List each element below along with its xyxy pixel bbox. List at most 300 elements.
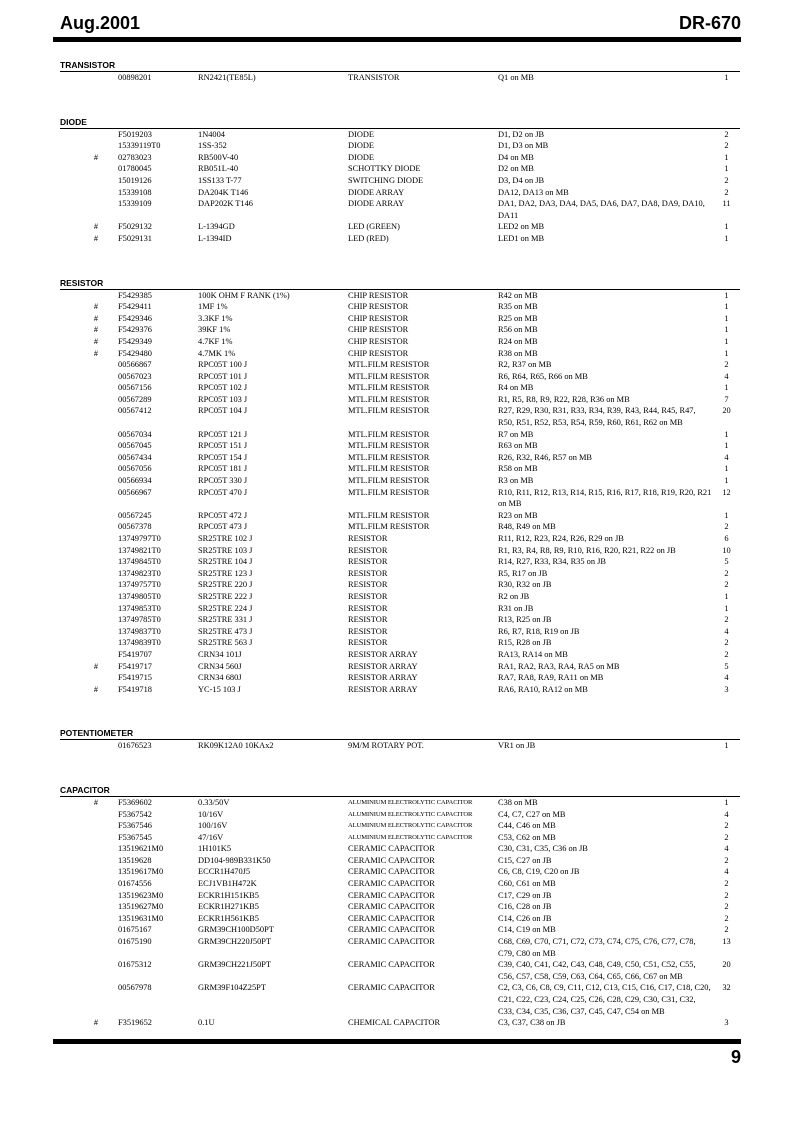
- cell-qty: 1: [724, 325, 729, 335]
- cell-mark: [60, 487, 118, 510]
- section-potentiometer: [60, 695, 740, 752]
- cell-desc: ECKR1H561KB5: [198, 913, 259, 923]
- cell-qty: 4: [724, 626, 729, 636]
- cell-mark: [60, 866, 118, 878]
- cell-desc: RN2421(TE85L): [198, 73, 256, 82]
- part-row: [60, 129, 740, 141]
- cell-part: F5367542: [118, 809, 152, 819]
- cell-desc: GRM39CH221J50PT: [198, 960, 272, 970]
- cell-mark: [60, 809, 118, 821]
- cell-loc: R3 on MB: [498, 476, 534, 486]
- cell-qty: 3: [724, 1018, 729, 1028]
- cell-name: DIODE: [348, 129, 375, 139]
- cell-part: 00567156: [118, 383, 152, 393]
- cell-mark: [60, 545, 118, 557]
- cell-qty: 2: [724, 522, 729, 532]
- cell-name: MTL.FILM RESISTOR: [348, 394, 430, 404]
- cell-desc: SR25TRE 220 J: [198, 580, 253, 590]
- cell-mark: [60, 568, 118, 580]
- cell-qty: 1: [724, 797, 729, 807]
- cell-name: ALUMINIUM ELECTROLYTIC CAPACITOR: [348, 822, 473, 830]
- cell-loc: R23 on MB: [498, 510, 538, 520]
- cell-name: RESISTOR: [348, 545, 388, 555]
- cell-name: CERAMIC CAPACITOR: [348, 937, 435, 947]
- cell-mark: [60, 533, 118, 545]
- cell-qty: 4: [724, 371, 729, 381]
- cell-part: 00898201: [118, 73, 152, 82]
- cell-name: RESISTOR ARRAY: [348, 673, 418, 683]
- cell-loc: D1, D3 on MB: [498, 141, 549, 151]
- cell-loc: R31 on JB: [498, 603, 534, 613]
- cell-name: SCHOTTKY DIODE: [348, 164, 421, 174]
- cell-part: 01674556: [118, 879, 152, 889]
- cell-name: CERAMIC CAPACITOR: [348, 879, 435, 889]
- cell-qty: 2: [724, 615, 729, 625]
- cell-loc: D3, D4 on JB: [498, 175, 545, 185]
- cell-loc: VR1 on JB: [498, 741, 536, 751]
- cell-part: 00567034: [118, 429, 152, 439]
- section-gap: [60, 752, 740, 785]
- cell-loc: C3, C37, C38 on JB: [498, 1018, 566, 1028]
- cell-name: MTL.FILM RESISTOR: [348, 464, 430, 474]
- cell-part: 01675190: [118, 937, 152, 947]
- cell-name: TRANSISTOR: [348, 73, 400, 82]
- cell-mark: [60, 140, 118, 152]
- part-row: [60, 382, 740, 394]
- cell-part: 13749839T0: [118, 638, 161, 648]
- section-title: RESISTOR: [60, 277, 104, 288]
- cell-part: 13749845T0: [118, 557, 161, 567]
- cell-name: DIODE: [348, 141, 375, 151]
- cell-loc: R27, R29, R30, R31, R33, R34, R39, R43, R44, R45, R47, R50, R51, R52, R53, R54, R59, R60, R61, R62 on MB: [498, 406, 696, 428]
- cell-desc: RPC05T 103 J: [198, 394, 248, 404]
- cell-name: 9M/M ROTARY POT.: [348, 741, 424, 751]
- cell-name: RESISTOR ARRAY: [348, 684, 418, 694]
- cell-name: RESISTOR: [348, 557, 388, 567]
- cell-part: 00567289: [118, 394, 152, 404]
- cell-mark: [60, 359, 118, 371]
- cell-name: MTL.FILM RESISTOR: [348, 371, 430, 381]
- cell-qty: 7: [724, 394, 729, 404]
- cell-loc: C53, C62 on MB: [498, 832, 556, 842]
- cell-mark: [60, 440, 118, 452]
- part-row: [60, 521, 740, 533]
- cell-mark: [60, 429, 118, 441]
- cell-loc: R26, R32, R46, R57 on MB: [498, 452, 593, 462]
- cell-part: F5367546: [118, 821, 152, 831]
- cell-qty: 1: [724, 348, 729, 358]
- cell-mark: [60, 129, 118, 141]
- cell-mark: [60, 475, 118, 487]
- cell-mark: #: [93, 302, 99, 312]
- cell-loc: R1, R5, R8, R9, R22, R28, R36 on MB: [498, 394, 630, 404]
- cell-part: 01675312: [118, 960, 152, 970]
- part-row: [60, 463, 740, 475]
- cell-name: CERAMIC CAPACITOR: [348, 867, 435, 877]
- cell-qty: 10: [722, 545, 731, 555]
- part-row: [60, 152, 740, 164]
- cell-qty: 1: [724, 429, 729, 439]
- cell-qty: 1: [724, 510, 729, 520]
- cell-part: F5429385: [118, 290, 152, 300]
- part-row: [60, 348, 740, 360]
- cell-desc: 1N4004: [198, 129, 225, 139]
- part-row: [60, 603, 740, 615]
- part-row: [60, 198, 740, 221]
- cell-name: RESISTOR: [348, 591, 388, 601]
- section-capacitor: [60, 752, 740, 1029]
- part-row: [60, 626, 740, 638]
- cell-qty: 1: [724, 73, 729, 82]
- cell-desc: SR25TRE 563 J: [198, 638, 253, 648]
- cell-loc: R6, R7, R18, R19 on JB: [498, 626, 580, 636]
- cell-desc: 1MF 1%: [198, 302, 228, 312]
- part-row: [60, 429, 740, 441]
- cell-desc: ECCR1H470J5: [198, 867, 251, 877]
- cell-part: 00566967: [118, 487, 152, 497]
- cell-desc: ECJ1VB1H472K: [198, 879, 257, 889]
- part-row: [60, 371, 740, 383]
- cell-qty: 4: [724, 452, 729, 462]
- cell-loc: R2, R37 on MB: [498, 360, 552, 370]
- cell-desc: ECKR1H151KB5: [198, 890, 259, 900]
- cell-name: CERAMIC CAPACITOR: [348, 983, 435, 993]
- cell-desc: SR25TRE 123 J: [198, 568, 253, 578]
- cell-desc: 100/16V: [198, 821, 228, 831]
- cell-loc: C17, C29 on JB: [498, 890, 552, 900]
- cell-desc: DAP202K T146: [198, 199, 253, 209]
- section-resistor: [60, 245, 740, 696]
- cell-loc: R1, R3, R4, R8, R9, R10, R16, R20, R21, R22 on JB: [498, 545, 676, 555]
- part-row: [60, 649, 740, 661]
- cell-mark: [60, 878, 118, 890]
- cell-loc: R5, R17 on JB: [498, 568, 548, 578]
- part-row: [60, 661, 740, 673]
- cell-mark: #: [93, 1018, 99, 1028]
- cell-part: 00567245: [118, 510, 152, 520]
- header-rule: [53, 37, 741, 42]
- cell-desc: DD104-989B331K50: [198, 855, 271, 865]
- cell-qty: 2: [724, 913, 729, 923]
- part-row: [60, 740, 740, 752]
- cell-qty: 2: [724, 832, 729, 842]
- cell-loc: C39, C40, C41, C42, C43, C48, C49, C50, C51, C52, C55, C56, C57, C58, C59, C63, C64, C65, C66, C67 on MB: [498, 960, 696, 981]
- cell-part: F5419717: [118, 661, 152, 671]
- cell-desc: CRN34 680J: [198, 673, 242, 683]
- cell-desc: SR25TRE 331 J: [198, 615, 253, 625]
- cell-mark: [60, 959, 118, 982]
- cell-qty: 11: [722, 199, 731, 209]
- cell-part: 02783023: [118, 152, 152, 162]
- cell-mark: [60, 452, 118, 464]
- section-title: DIODE: [60, 116, 87, 127]
- cell-desc: ECKR1H271KB5: [198, 902, 259, 912]
- cell-part: 00567045: [118, 441, 152, 451]
- cell-mark: [60, 843, 118, 855]
- part-row: [60, 452, 740, 464]
- cell-name: CERAMIC CAPACITOR: [348, 925, 435, 935]
- cell-loc: C16, C28 on JB: [498, 902, 552, 912]
- cell-name: MTL.FILM RESISTOR: [348, 522, 430, 532]
- cell-part: 13749853T0: [118, 603, 161, 613]
- cell-loc: R56 on MB: [498, 325, 538, 335]
- cell-name: RESISTOR: [348, 603, 388, 613]
- cell-mark: #: [93, 152, 99, 162]
- cell-qty: 1: [724, 591, 729, 601]
- cell-loc: R35 on MB: [498, 302, 538, 312]
- part-row: [60, 684, 740, 696]
- cell-part: 00567434: [118, 452, 152, 462]
- cell-part: F5029132: [118, 222, 152, 232]
- cell-qty: 1: [724, 336, 729, 346]
- cell-part: F5419707: [118, 649, 152, 659]
- cell-part: 13749757T0: [118, 580, 161, 590]
- cell-desc: 47/16V: [198, 832, 224, 842]
- cell-desc: 39KF 1%: [198, 325, 231, 335]
- part-row: [60, 233, 740, 245]
- cell-name: SWITCHING DIODE: [348, 175, 424, 185]
- cell-part: 00567412: [118, 406, 152, 416]
- cell-qty: 6: [724, 534, 729, 543]
- cell-loc: C14, C26 on JB: [498, 913, 552, 923]
- cell-part: 01675167: [118, 925, 152, 935]
- cell-qty: 20: [722, 960, 731, 970]
- cell-name: CERAMIC CAPACITOR: [348, 890, 435, 900]
- cell-part: F5019203: [118, 129, 152, 139]
- cell-qty: 2: [724, 879, 729, 889]
- cell-part: 13749821T0: [118, 545, 161, 555]
- cell-qty: 2: [724, 649, 729, 659]
- cell-mark: #: [93, 661, 99, 671]
- cell-mark: #: [93, 325, 99, 335]
- cell-mark: [60, 510, 118, 522]
- cell-loc: R63 on MB: [498, 441, 538, 451]
- cell-qty: 12: [722, 487, 731, 497]
- cell-name: CHIP RESISTOR: [348, 290, 409, 300]
- section-title: TRANSISTOR: [60, 60, 116, 70]
- cell-desc: SR25TRE 102 J: [198, 534, 253, 543]
- cell-desc: 3.3KF 1%: [198, 313, 233, 323]
- cell-mark: #: [93, 797, 99, 807]
- cell-part: 15019126: [118, 175, 152, 185]
- cell-loc: R11, R12, R23, R24, R26, R29 on JB: [498, 534, 624, 543]
- cell-mark: [60, 740, 118, 752]
- cell-loc: R42 on MB: [498, 290, 538, 300]
- cell-name: CERAMIC CAPACITOR: [348, 960, 435, 970]
- cell-mark: [60, 924, 118, 936]
- cell-part: 13519623M0: [118, 890, 164, 900]
- section-title: CAPACITOR: [60, 784, 110, 795]
- cell-qty: 20: [722, 406, 731, 416]
- cell-loc: R13, R25 on JB: [498, 615, 552, 625]
- cell-desc: RB500V-40: [198, 152, 239, 162]
- cell-mark: [60, 614, 118, 626]
- cell-qty: 1: [724, 302, 729, 312]
- header-date: Aug.2001: [60, 13, 141, 33]
- cell-mark: #: [93, 222, 99, 232]
- cell-loc: C44, C46 on MB: [498, 821, 556, 831]
- cell-part: 15339108: [118, 187, 152, 197]
- cell-qty: 4: [724, 844, 729, 854]
- cell-part: 13749805T0: [118, 591, 161, 601]
- part-row: [60, 301, 740, 313]
- cell-name: RESISTOR: [348, 626, 388, 636]
- cell-desc: SR25TRE 104 J: [198, 557, 253, 567]
- cell-name: DIODE: [348, 152, 375, 162]
- cell-mark: [60, 913, 118, 925]
- cell-mark: [60, 556, 118, 568]
- cell-desc: RPC05T 472 J: [198, 510, 248, 520]
- cell-name: MTL.FILM RESISTOR: [348, 383, 430, 393]
- cell-loc: RA7, RA8, RA9, RA11 on MB: [498, 673, 604, 683]
- cell-name: LED (RED): [348, 233, 389, 243]
- cell-qty: 2: [724, 902, 729, 912]
- cell-desc: SR25TRE 222 J: [198, 591, 253, 601]
- part-row: [60, 936, 740, 959]
- part-row: [60, 324, 740, 336]
- cell-loc: R10, R11, R12, R13, R14, R15, R16, R17, R18, R19, R20, R21 on MB: [498, 487, 712, 509]
- cell-desc: RPC05T 100 J: [198, 360, 248, 370]
- part-row: [60, 843, 740, 855]
- cell-mark: [60, 637, 118, 649]
- page-number: 9: [730, 1047, 741, 1067]
- cell-qty: 2: [724, 141, 729, 151]
- cell-part: 13749837T0: [118, 626, 161, 636]
- cell-qty: 2: [724, 175, 729, 185]
- cell-loc: DA12, DA13 on MB: [498, 187, 569, 197]
- cell-mark: [60, 672, 118, 684]
- cell-mark: #: [93, 684, 99, 694]
- cell-loc: D2 on MB: [498, 164, 534, 174]
- cell-part: 13749797T0: [118, 534, 161, 543]
- cell-mark: [60, 72, 118, 84]
- cell-mark: [60, 901, 118, 913]
- part-row: [60, 175, 740, 187]
- cell-qty: 1: [724, 741, 729, 751]
- part-row: [60, 959, 740, 982]
- cell-qty: 2: [724, 638, 729, 648]
- cell-mark: [60, 936, 118, 959]
- cell-desc: RPC05T 102 J: [198, 383, 248, 393]
- cell-mark: [60, 394, 118, 406]
- cell-mark: [60, 463, 118, 475]
- cell-loc: R25 on MB: [498, 313, 538, 323]
- cell-part: 00567056: [118, 464, 152, 474]
- cell-mark: #: [93, 348, 99, 358]
- cell-desc: CRN34 560J: [198, 661, 242, 671]
- cell-name: DIODE ARRAY: [348, 187, 405, 197]
- cell-desc: 1SS-352: [198, 141, 227, 151]
- section-title: POTENTIOMETER: [60, 728, 134, 739]
- cell-part: 15339119T0: [118, 141, 161, 151]
- cell-loc: D4 on MB: [498, 152, 534, 162]
- cell-desc: SR25TRE 473 J: [198, 626, 253, 636]
- part-row: [60, 820, 740, 832]
- cell-part: 13519621M0: [118, 844, 164, 854]
- section-gap: [60, 695, 740, 728]
- cell-qty: 1: [724, 313, 729, 323]
- cell-qty: 4: [724, 809, 729, 819]
- cell-name: RESISTOR: [348, 615, 388, 625]
- part-row: [60, 533, 740, 545]
- cell-part: F5429349: [118, 336, 152, 346]
- part-row: [60, 901, 740, 913]
- cell-desc: CRN34 101J: [198, 649, 242, 659]
- cell-desc: YC-15 103 J: [198, 684, 241, 694]
- cell-loc: C38 on MB: [498, 797, 538, 807]
- cell-qty: 1: [724, 222, 729, 232]
- cell-qty: 32: [722, 983, 731, 993]
- cell-name: MTL.FILM RESISTOR: [348, 441, 430, 451]
- cell-qty: 2: [724, 821, 729, 831]
- cell-qty: 1: [724, 441, 729, 451]
- cell-name: MTL.FILM RESISTOR: [348, 429, 430, 439]
- cell-mark: [60, 382, 118, 394]
- cell-mark: #: [93, 336, 99, 346]
- cell-loc: DA1, DA2, DA3, DA4, DA5, DA6, DA7, DA8, DA9, DA10, DA11: [498, 199, 705, 220]
- cell-part: 00566867: [118, 360, 152, 370]
- part-row: [60, 924, 740, 936]
- part-row: [60, 140, 740, 152]
- cell-name: MTL.FILM RESISTOR: [348, 510, 430, 520]
- cell-qty: 1: [724, 476, 729, 486]
- cell-desc: RPC05T 151 J: [198, 441, 248, 451]
- cell-name: CHIP RESISTOR: [348, 348, 409, 358]
- cell-part: 13749823T0: [118, 568, 161, 578]
- cell-mark: [60, 982, 118, 1017]
- cell-qty: 2: [724, 129, 729, 139]
- cell-desc: RPC05T 470 J: [198, 487, 248, 497]
- cell-mark: [60, 521, 118, 533]
- part-row: [60, 440, 740, 452]
- cell-mark: #: [93, 233, 99, 243]
- cell-desc: 0.1U: [198, 1018, 215, 1028]
- part-row: [60, 313, 740, 325]
- cell-part: F5429480: [118, 348, 152, 358]
- cell-qty: 1: [724, 383, 729, 393]
- cell-loc: C60, C61 on MB: [498, 879, 556, 889]
- part-row: [60, 336, 740, 348]
- cell-mark: [60, 603, 118, 615]
- cell-mark: [60, 405, 118, 428]
- cell-qty: 4: [724, 673, 729, 683]
- part-row: [60, 982, 740, 1017]
- cell-part: 00566934: [118, 476, 152, 486]
- cell-mark: [60, 371, 118, 383]
- cell-mark: [60, 187, 118, 199]
- cell-name: RESISTOR: [348, 534, 388, 543]
- cell-loc: Q1 on MB: [498, 73, 534, 82]
- cell-desc: 10/16V: [198, 809, 224, 819]
- parts-list: [60, 60, 740, 1029]
- cell-name: MTL.FILM RESISTOR: [348, 487, 430, 497]
- cell-mark: [60, 163, 118, 175]
- cell-qty: 5: [724, 661, 729, 671]
- part-row: [60, 579, 740, 591]
- cell-name: ALUMINIUM ELECTROLYTIC CAPACITOR: [348, 810, 473, 818]
- cell-loc: RA1, RA2, RA3, RA4, RA5 on MB: [498, 661, 620, 671]
- cell-loc: C4, C7, C27 on MB: [498, 809, 566, 819]
- cell-qty: 13: [722, 937, 731, 947]
- section-diode: [60, 84, 740, 245]
- part-row: [60, 405, 740, 428]
- cell-qty: 3: [724, 684, 729, 694]
- cell-qty: 2: [724, 925, 729, 935]
- cell-part: 13749785T0: [118, 615, 161, 625]
- cell-qty: 1: [724, 290, 729, 300]
- cell-loc: R24 on MB: [498, 336, 538, 346]
- part-row: [60, 545, 740, 557]
